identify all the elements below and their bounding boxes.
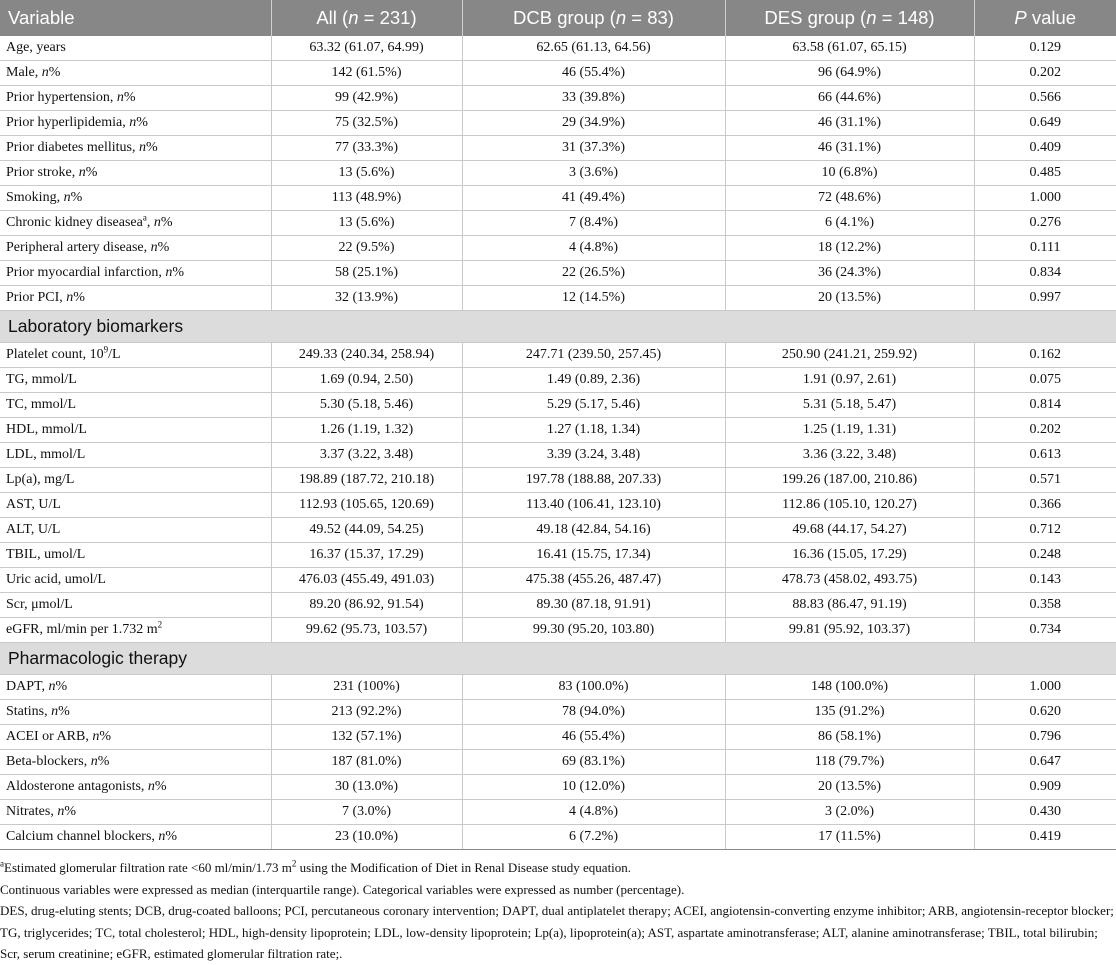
footnote: $^a$Estimated glomerular filtration rate <60 ml/min/1.73 $m^2$ using the Modification of Diet in Renal Disease study equation. bbox=[0, 858, 632, 875]
p-value-cell: 0.485 bbox=[974, 161, 1116, 186]
p-value-cell: 0.796 bbox=[974, 725, 1116, 750]
dcb-cell: 16.41 (15.75, 17.34) bbox=[462, 543, 725, 568]
dcb-cell: 4 (4.8%) bbox=[462, 236, 725, 261]
dcb-cell: 3 (3.6%) bbox=[462, 161, 725, 186]
table-row bbox=[0, 61, 1116, 86]
section-header-row bbox=[0, 311, 1116, 343]
all-cell: 75 (32.5%) bbox=[271, 111, 462, 136]
dcb-cell: 10 (12.0%) bbox=[462, 775, 725, 800]
header-des-group: DES group (n = 148) bbox=[725, 0, 974, 36]
p-value-cell: 0.409 bbox=[974, 136, 1116, 161]
des-cell: 66 (44.6%) bbox=[725, 86, 974, 111]
variable-cell: Aldosterone antagonists, n% bbox=[0, 775, 271, 800]
p-value-cell: 0.566 bbox=[974, 86, 1116, 111]
des-cell: 112.86 (105.10, 120.27) bbox=[725, 493, 974, 518]
p-value-cell: 1.000 bbox=[974, 675, 1116, 700]
all-cell: 23 (10.0%) bbox=[271, 825, 462, 850]
dcb-cell: 99.30 (95.20, 103.80) bbox=[462, 618, 725, 643]
p-value-cell: 0.834 bbox=[974, 261, 1116, 286]
p-value-cell: 0.248 bbox=[974, 543, 1116, 568]
section-label: Laboratory biomarkers bbox=[0, 311, 1116, 343]
dcb-cell: 1.49 (0.89, 2.36) bbox=[462, 368, 725, 393]
variable-cell: ALT, U/L bbox=[0, 518, 271, 543]
all-cell: 476.03 (455.49, 491.03) bbox=[271, 568, 462, 593]
p-value-cell: 0.571 bbox=[974, 468, 1116, 493]
table-row bbox=[0, 468, 1116, 493]
table-row bbox=[0, 800, 1116, 825]
all-cell: 132 (57.1%) bbox=[271, 725, 462, 750]
table-row bbox=[0, 36, 1116, 61]
all-cell: 1.69 (0.94, 2.50) bbox=[271, 368, 462, 393]
all-cell: 231 (100%) bbox=[271, 675, 462, 700]
table-row bbox=[0, 593, 1116, 618]
table-row bbox=[0, 186, 1116, 211]
variable-cell: eGFR, ml/min per 1.732 $m^2$ bbox=[0, 618, 271, 643]
variable-cell: Platelet count, $10^9/L$ bbox=[0, 343, 271, 368]
des-cell: 5.31 (5.18, 5.47) bbox=[725, 393, 974, 418]
des-cell: 3 (2.0%) bbox=[725, 800, 974, 825]
section-header-row bbox=[0, 643, 1116, 675]
p-value-cell: 0.366 bbox=[974, 493, 1116, 518]
variable-cell: Smoking, n% bbox=[0, 186, 271, 211]
variable-cell: Uric acid, umol/L bbox=[0, 568, 271, 593]
header-all: All (n = 231) bbox=[271, 0, 462, 36]
all-cell: 99 (42.9%) bbox=[271, 86, 462, 111]
variable-cell: Scr, μmol/L bbox=[0, 593, 271, 618]
all-cell: 30 (13.0%) bbox=[271, 775, 462, 800]
footnote: Continuous variables were expressed as median (interquartile range). Categorical variables were expressed as number (percentage). bbox=[0, 881, 685, 897]
des-cell: 88.83 (86.47, 91.19) bbox=[725, 593, 974, 618]
dcb-cell: 62.65 (61.13, 64.56) bbox=[462, 36, 725, 61]
all-cell: 99.62 (95.73, 103.57) bbox=[271, 618, 462, 643]
variable-cell: DAPT, n% bbox=[0, 675, 271, 700]
des-cell: 1.91 (0.97, 2.61) bbox=[725, 368, 974, 393]
des-cell: 16.36 (15.05, 17.29) bbox=[725, 543, 974, 568]
dcb-cell: 78 (94.0%) bbox=[462, 700, 725, 725]
des-cell: 99.81 (95.92, 103.37) bbox=[725, 618, 974, 643]
p-value-cell: 0.997 bbox=[974, 286, 1116, 311]
all-cell: 13 (5.6%) bbox=[271, 211, 462, 236]
variable-cell: Prior hypertension, n% bbox=[0, 86, 271, 111]
p-value-cell: 0.647 bbox=[974, 750, 1116, 775]
dcb-cell: 69 (83.1%) bbox=[462, 750, 725, 775]
all-cell: 5.30 (5.18, 5.46) bbox=[271, 393, 462, 418]
variable-cell: AST, U/L bbox=[0, 493, 271, 518]
table-row bbox=[0, 136, 1116, 161]
all-cell: 63.32 (61.07, 64.99) bbox=[271, 36, 462, 61]
variable-cell: Prior myocardial infarction, n% bbox=[0, 261, 271, 286]
all-cell: 58 (25.1%) bbox=[271, 261, 462, 286]
des-cell: 118 (79.7%) bbox=[725, 750, 974, 775]
des-cell: 49.68 (44.17, 54.27) bbox=[725, 518, 974, 543]
variable-cell: Calcium channel blockers, n% bbox=[0, 825, 271, 850]
all-cell: 213 (92.2%) bbox=[271, 700, 462, 725]
des-cell: 63.58 (61.07, 65.15) bbox=[725, 36, 974, 61]
dcb-cell: 46 (55.4%) bbox=[462, 61, 725, 86]
table-row bbox=[0, 518, 1116, 543]
p-value-cell: 0.129 bbox=[974, 36, 1116, 61]
all-cell: 113 (48.9%) bbox=[271, 186, 462, 211]
des-cell: 10 (6.8%) bbox=[725, 161, 974, 186]
p-value-cell: 0.419 bbox=[974, 825, 1116, 850]
header-dcb-group: DCB group (n = 83) bbox=[462, 0, 725, 36]
table-row bbox=[0, 286, 1116, 311]
des-cell: 86 (58.1%) bbox=[725, 725, 974, 750]
all-cell: 32 (13.9%) bbox=[271, 286, 462, 311]
all-cell: 249.33 (240.34, 258.94) bbox=[271, 343, 462, 368]
dcb-cell: 4 (4.8%) bbox=[462, 800, 725, 825]
dcb-cell: 41 (49.4%) bbox=[462, 186, 725, 211]
p-value-cell: 0.143 bbox=[974, 568, 1116, 593]
dcb-cell: 22 (26.5%) bbox=[462, 261, 725, 286]
dcb-cell: 89.30 (87.18, 91.91) bbox=[462, 593, 725, 618]
des-cell: 36 (24.3%) bbox=[725, 261, 974, 286]
des-cell: 17 (11.5%) bbox=[725, 825, 974, 850]
header-p-value: P value bbox=[974, 0, 1116, 36]
table-row bbox=[0, 750, 1116, 775]
p-value-cell: 0.075 bbox=[974, 368, 1116, 393]
des-cell: 1.25 (1.19, 1.31) bbox=[725, 418, 974, 443]
section-label: Pharmacologic therapy bbox=[0, 643, 1116, 675]
p-value-cell: 0.358 bbox=[974, 593, 1116, 618]
variable-cell: LDL, mmol/L bbox=[0, 443, 271, 468]
dcb-cell: 83 (100.0%) bbox=[462, 675, 725, 700]
variable-cell: Beta-blockers, n% bbox=[0, 750, 271, 775]
des-cell: 148 (100.0%) bbox=[725, 675, 974, 700]
all-cell: 187 (81.0%) bbox=[271, 750, 462, 775]
table-row bbox=[0, 825, 1116, 850]
des-cell: 46 (31.1%) bbox=[725, 136, 974, 161]
dcb-cell: 475.38 (455.26, 487.47) bbox=[462, 568, 725, 593]
all-cell: 112.93 (105.65, 120.69) bbox=[271, 493, 462, 518]
variable-cell: Nitrates, n% bbox=[0, 800, 271, 825]
variable-cell: Male, n% bbox=[0, 61, 271, 86]
table-row bbox=[0, 368, 1116, 393]
dcb-cell: 49.18 (42.84, 54.16) bbox=[462, 518, 725, 543]
table-row bbox=[0, 418, 1116, 443]
des-cell: 20 (13.5%) bbox=[725, 775, 974, 800]
table-row bbox=[0, 725, 1116, 750]
all-cell: 1.26 (1.19, 1.32) bbox=[271, 418, 462, 443]
table-row bbox=[0, 700, 1116, 725]
all-cell: 16.37 (15.37, 17.29) bbox=[271, 543, 462, 568]
p-value-cell: 0.909 bbox=[974, 775, 1116, 800]
variable-cell: TBIL, umol/L bbox=[0, 543, 271, 568]
p-value-cell: 0.734 bbox=[974, 618, 1116, 643]
dcb-cell: 46 (55.4%) bbox=[462, 725, 725, 750]
p-value-cell: 0.620 bbox=[974, 700, 1116, 725]
table-row bbox=[0, 86, 1116, 111]
des-cell: 18 (12.2%) bbox=[725, 236, 974, 261]
table-body bbox=[0, 36, 1116, 850]
table-row bbox=[0, 543, 1116, 568]
p-value-cell: 0.649 bbox=[974, 111, 1116, 136]
variable-cell: Age, years bbox=[0, 36, 271, 61]
dcb-cell: 5.29 (5.17, 5.46) bbox=[462, 393, 725, 418]
variable-cell: Prior diabetes mellitus, n% bbox=[0, 136, 271, 161]
dcb-cell: 33 (39.8%) bbox=[462, 86, 725, 111]
des-cell: 135 (91.2%) bbox=[725, 700, 974, 725]
variable-cell: Peripheral artery disease, n% bbox=[0, 236, 271, 261]
table-row bbox=[0, 236, 1116, 261]
all-cell: 13 (5.6%) bbox=[271, 161, 462, 186]
p-value-cell: 0.202 bbox=[974, 418, 1116, 443]
table-row bbox=[0, 393, 1116, 418]
all-cell: 142 (61.5%) bbox=[271, 61, 462, 86]
table-header-row bbox=[0, 0, 1116, 36]
variable-cell: Chronic kidney diseasea$^a$, n% bbox=[0, 211, 271, 236]
des-cell: 6 (4.1%) bbox=[725, 211, 974, 236]
variable-cell: HDL, mmol/L bbox=[0, 418, 271, 443]
dcb-cell: 29 (34.9%) bbox=[462, 111, 725, 136]
dcb-cell: 7 (8.4%) bbox=[462, 211, 725, 236]
dcb-cell: 247.71 (239.50, 257.45) bbox=[462, 343, 725, 368]
table-row bbox=[0, 161, 1116, 186]
des-cell: 250.90 (241.21, 259.92) bbox=[725, 343, 974, 368]
p-value-cell: 0.202 bbox=[974, 61, 1116, 86]
table-footnotes bbox=[0, 850, 1116, 965]
footnote: DES, drug-eluting stents; DCB, drug-coated balloons; PCI, percutaneous coronary intervention; DAPT, dual antiplatelet therapy; ACEI, angiotensin-converting enzyme inhibitor; ARB, angiotensin-receptor blocker; TG, triglycerides; TC, total cholesterol; HDL, high-density lipoprotein; LDL, low-density lipoprotein; Lp(a), lipoprotein(a); AST, aspartate aminotransferase; ALT, alanine aminotransferase; TBIL, total bilirubin; Scr, serum creatinine; eGFR, estimated glomerular filtration rate;. bbox=[0, 903, 1114, 961]
p-value-cell: 0.162 bbox=[974, 343, 1116, 368]
table-row bbox=[0, 568, 1116, 593]
dcb-cell: 6 (7.2%) bbox=[462, 825, 725, 850]
variable-cell: Lp(a), mg/L bbox=[0, 468, 271, 493]
all-cell: 49.52 (44.09, 54.25) bbox=[271, 518, 462, 543]
all-cell: 198.89 (187.72, 210.18) bbox=[271, 468, 462, 493]
p-value-cell: 1.000 bbox=[974, 186, 1116, 211]
all-cell: 77 (33.3%) bbox=[271, 136, 462, 161]
des-cell: 478.73 (458.02, 493.75) bbox=[725, 568, 974, 593]
dcb-cell: 1.27 (1.18, 1.34) bbox=[462, 418, 725, 443]
variable-cell: ACEI or ARB, n% bbox=[0, 725, 271, 750]
p-value-cell: 0.613 bbox=[974, 443, 1116, 468]
variable-cell: Prior hyperlipidemia, n% bbox=[0, 111, 271, 136]
p-value-cell: 0.430 bbox=[974, 800, 1116, 825]
all-cell: 7 (3.0%) bbox=[271, 800, 462, 825]
variable-cell: TC, mmol/L bbox=[0, 393, 271, 418]
table-row bbox=[0, 111, 1116, 136]
p-value-cell: 0.814 bbox=[974, 393, 1116, 418]
des-cell: 72 (48.6%) bbox=[725, 186, 974, 211]
des-cell: 3.36 (3.22, 3.48) bbox=[725, 443, 974, 468]
table-row bbox=[0, 261, 1116, 286]
table-row bbox=[0, 618, 1116, 643]
p-value-cell: 0.712 bbox=[974, 518, 1116, 543]
variable-cell: Prior stroke, n% bbox=[0, 161, 271, 186]
variable-cell: TG, mmol/L bbox=[0, 368, 271, 393]
all-cell: 89.20 (86.92, 91.54) bbox=[271, 593, 462, 618]
table-row bbox=[0, 493, 1116, 518]
table-row bbox=[0, 443, 1116, 468]
p-value-cell: 0.276 bbox=[974, 211, 1116, 236]
variable-cell: Statins, n% bbox=[0, 700, 271, 725]
des-cell: 20 (13.5%) bbox=[725, 286, 974, 311]
dcb-cell: 12 (14.5%) bbox=[462, 286, 725, 311]
dcb-cell: 113.40 (106.41, 123.10) bbox=[462, 493, 725, 518]
table-row bbox=[0, 343, 1116, 368]
table-row bbox=[0, 675, 1116, 700]
variable-cell: Prior PCI, n% bbox=[0, 286, 271, 311]
header-variable: Variable bbox=[0, 0, 271, 36]
dcb-cell: 3.39 (3.24, 3.48) bbox=[462, 443, 725, 468]
all-cell: 3.37 (3.22, 3.48) bbox=[271, 443, 462, 468]
dcb-cell: 197.78 (188.88, 207.33) bbox=[462, 468, 725, 493]
des-cell: 96 (64.9%) bbox=[725, 61, 974, 86]
all-cell: 22 (9.5%) bbox=[271, 236, 462, 261]
des-cell: 199.26 (187.00, 210.86) bbox=[725, 468, 974, 493]
des-cell: 46 (31.1%) bbox=[725, 111, 974, 136]
table-row bbox=[0, 775, 1116, 800]
p-value-cell: 0.111 bbox=[974, 236, 1116, 261]
table-row bbox=[0, 211, 1116, 236]
dcb-cell: 31 (37.3%) bbox=[462, 136, 725, 161]
